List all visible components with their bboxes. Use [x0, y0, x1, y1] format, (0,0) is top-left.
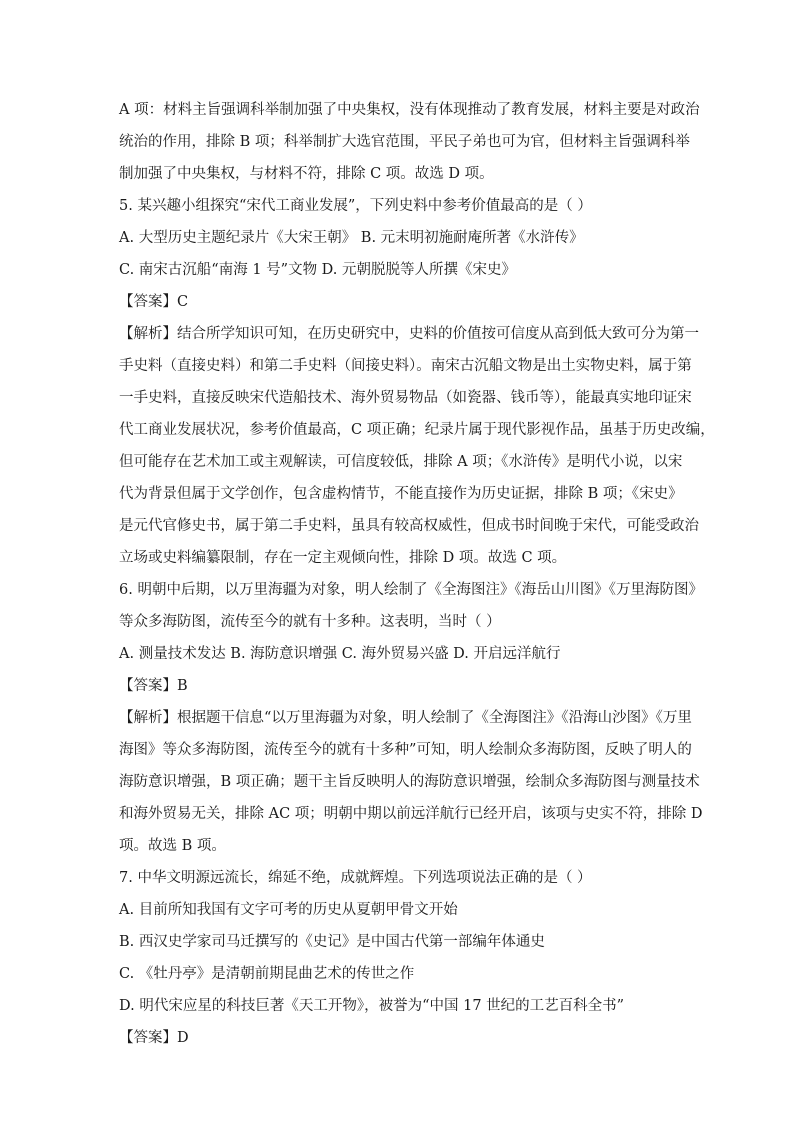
q7-option-a: A. 目前所知我国有文字可考的历史从夏朝甲骨文开始 [119, 902, 458, 918]
question-6: 6. 明朝中后期，以万里海疆为对象，明人绘制了《全海图注》《海岳山川图》《万里海防图》 [119, 582, 703, 598]
question-5: 5. 某兴趣小组探究“宋代工商业发展”，下列史料中参考价值最高的是（ ） [119, 198, 592, 214]
q7-option-b: B. 西汉史学家司马迁撰写的《史记》是中国古代第一部编年体通史 [119, 934, 545, 950]
q5-options-ab: A. 大型历史主题纪录片《大宋王朝》 B. 元末明初施耐庵所著《水浒传》 [119, 230, 584, 246]
text-line: 但可能存在艺术加工或主观解读，可信度较低，排除 A 项；《水浒传》是明代小说，以宋 [119, 454, 683, 470]
q5-analysis: 【解析】结合所学知识可知，在历史研究中，史料的价值按可信度从高到低大致可分为第一 [119, 326, 699, 342]
text-line: 海防意识增强，B 项正确；题干主旨反映明人的海防意识增强，绘制众多海防图与测量技术 [119, 774, 700, 790]
question-7: 7. 中华文明源远流长，绵延不绝，成就辉煌。下列选项说法正确的是（ ） [119, 870, 592, 886]
q7-option-d: D. 明代宋应星的科技巨著《天工开物》，被誉为“中国 17 世纪的工艺百科全书” [119, 998, 625, 1014]
q6-answer: 【答案】B [119, 678, 188, 694]
q6-options: A. 测量技术发达 B. 海防意识增强 C. 海外贸易兴盛 D. 开启远洋航行 [119, 646, 561, 662]
text-line: 一手史料，直接反映宋代造船技术、海外贸易物品（如瓷器、钱币等），能最真实地印证宋 [119, 390, 692, 406]
q5-answer: 【答案】C [119, 294, 189, 310]
q5-options-cd: C. 南宋古沉船“南海 1 号”文物 D. 元朝脱脱等人所撰《宋史》 [119, 262, 516, 278]
q7-option-c: C. 《牡丹亭》是清朝前期昆曲艺术的传世之作 [119, 966, 415, 982]
text-line: 手史料（直接史料）和第二手史料（间接史料）。南宋古沉船文物是出土实物史料，属于第 [119, 358, 692, 374]
text-line: 是元代官修史书，属于第二手史料，虽具有较高权威性，但成书时间晚于宋代，可能受政治 [119, 518, 699, 534]
text-line: 立场或史料编纂限制，存在一定主观倾向性，排除 D 项。故选 C 项。 [119, 550, 567, 566]
text-line: 海图》等众多海防图，流传至今的就有十多种”可知，明人绘制众多海防图，反映了明人的 [119, 742, 692, 758]
text-line: 和海外贸易无关，排除 AC 项；明朝中期以前远洋航行已经开启，该项与史实不符，排除 D [119, 806, 703, 822]
text-line: A 项：材料主旨强调科举制加强了中央集权，没有体现推动了教育发展，材料主要是对政治 [119, 102, 700, 118]
text-line: 统治的作用，排除 B 项；科举制扩大选官范围，平民子弟也可为官，但材料主旨强调科举 [119, 134, 690, 150]
text-line: 等众多海防图，流传至今的就有十多种。这表明，当时（ ） [119, 614, 501, 630]
text-line: 制加强了中央集权，与材料不符，排除 C 项。故选 D 项。 [119, 166, 494, 182]
text-line: 项。故选 B 项。 [119, 838, 226, 854]
text-line: 代工商业发展状况，参考价值最高，C 项正确；纪录片属于现代影视作品，虽基于历史改编， [119, 422, 715, 438]
q7-answer: 【答案】D [119, 1030, 189, 1046]
q6-analysis: 【解析】根据题干信息“以万里海疆为对象，明人绘制了《全海图注》《沿海山沙图》《万里 [119, 710, 692, 726]
text-line: 代为背景但属于文学创作，包含虚构情节，不能直接作为历史证据，排除 B 项；《宋史》 [119, 486, 683, 502]
